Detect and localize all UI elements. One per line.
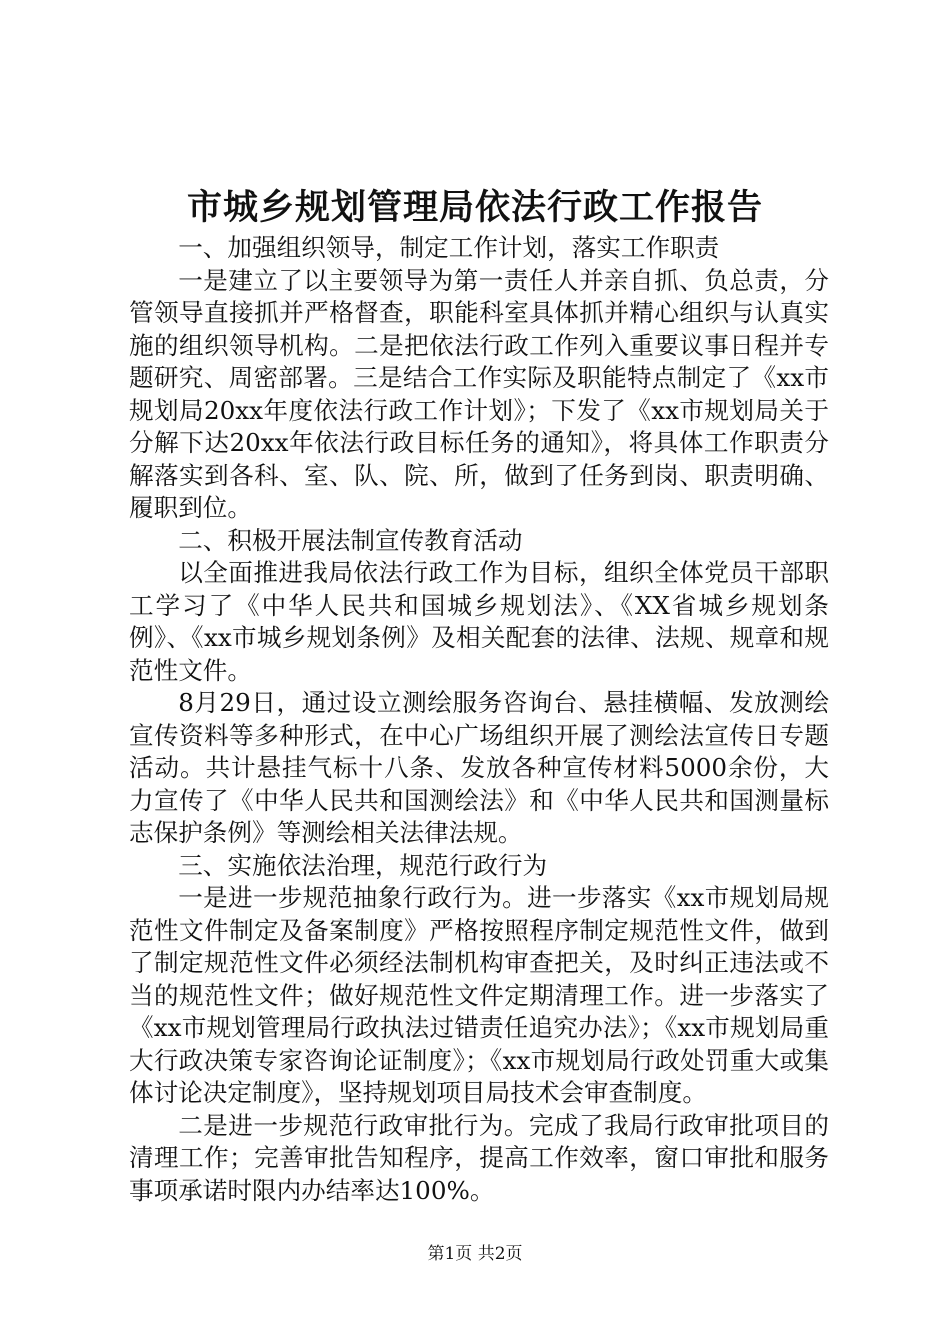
body-paragraph: 8月29日，通过设立测绘服务咨询台、悬挂横幅、发放测绘宣传资料等多种形式，在中心广场组织开展了测绘法宣传日专题活动。共计悬挂气标十八条、发放各种宣传材料5000余份，大力宣传了《中华人民共和国测绘法》和《中华人民共和国测量标志保护条例》等测绘相关法律法规。	[129, 688, 829, 847]
body-paragraph: 二是进一步规范行政审批行为。完成了我局行政审批项目的清理工作；完善审批告知程序，提高工作效率，窗口审批和服务事项承诺时限内办结率达100%。	[129, 1110, 829, 1205]
body-paragraph: 一是建立了以主要领导为第一责任人并亲自抓、负总责，分管领导直接抓并严格督查，职能科室具体抓并精心组织与认真实施的组织领导机构。二是把依法行政工作列入重要议事日程并专题研究、周密部署。三是结合工作实际及职能特点制定了《xx市规划局20xx年度依法行政工作计划》；下发了《xx市规划局关于分解下达20xx年依法行政目标任务的通知》，将具体工作职责分解落实到各科、室、队、院、所，做到了任务到岗、职责明确、履职到位。	[129, 265, 829, 522]
body-paragraph: 以全面推进我局依法行政工作为目标，组织全体党员干部职工学习了《中华人民共和国城乡规划法》、《XX省城乡规划条例》、《xx市城乡规划条例》及相关配套的法律、法规、规章和规范性文件。	[129, 558, 829, 685]
page-number-footer: 第1页 共2页	[427, 1244, 523, 1264]
section-heading-3: 三、实施依法治理，规范行政行为	[178, 850, 548, 880]
body-paragraph: 一是进一步规范抽象行政行为。进一步落实《xx市规划局规范性文件制定及备案制度》严格按照程序制定规范性文件，做到了制定规范性文件必须经法制机构审查把关，及时纠正违法或不当的规范性文件；做好规范性文件定期清理工作。进一步落实了《xx市规划管理局行政执法过错责任追究办法》；《xx市规划局重大行政决策专家咨询论证制度》；《xx市规划局行政处罚重大或集体讨论决定制度》，坚持规划项目局技术会审查制度。	[129, 883, 829, 1107]
section-heading-2: 二、积极开展法制宣传教育活动	[178, 525, 523, 555]
document-title: 市城乡规划管理局依法行政工作报告	[186, 187, 763, 228]
document-body	[129, 232, 829, 1207]
section-heading-1: 一、加强组织领导，制定工作计划，落实工作职责	[178, 233, 720, 262]
